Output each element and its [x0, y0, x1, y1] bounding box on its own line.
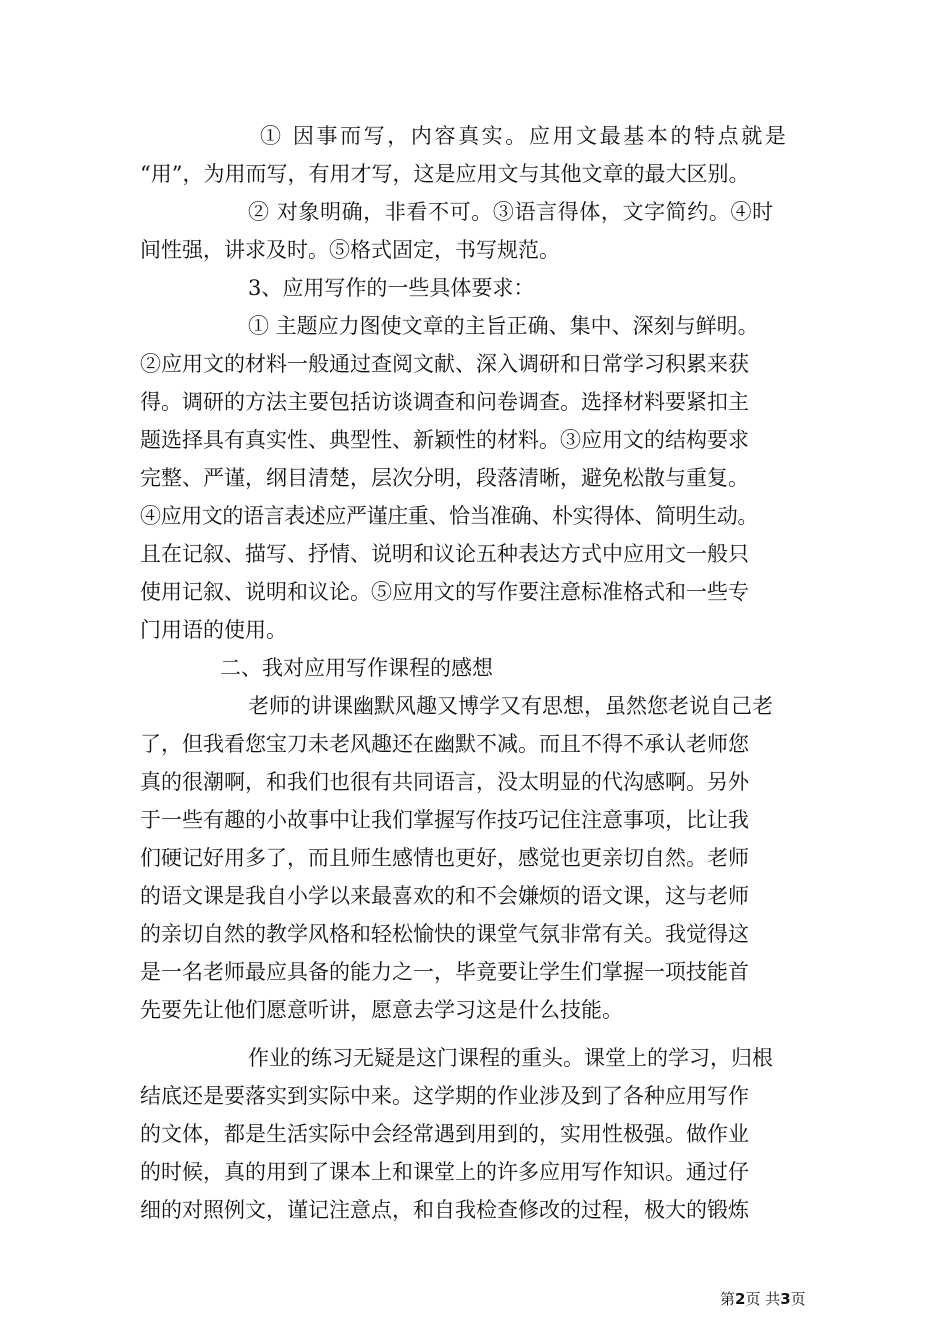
- footer-middle: 页 共: [745, 1290, 781, 1308]
- text-line: 的时候，真的用到了课本上和课堂上的许多应用写作知识。通过仔: [140, 1160, 749, 1184]
- text-line: 使用记叙、说明和议论。⑤应用文的写作要注意标准格式和一些专: [140, 580, 749, 604]
- section-subheading: 3、应用写作的一些具体要求：: [248, 276, 535, 300]
- text-line: 真的很潮啊，和我们也很有共同语言，没太明显的代沟感啊。另外: [140, 770, 749, 794]
- text-line: ① 主题应力图使文章的主旨正确、集中、深刻与鲜明。: [248, 314, 759, 338]
- text-line: 结底还是要落实到实际中来。这学期的作业涉及到了各种应用写作: [140, 1084, 749, 1108]
- footer-current-page: 2: [735, 1290, 746, 1308]
- text-line: “用”，为用而写，有用才写，这是应用文与其他文章的最大区别。: [140, 162, 750, 186]
- text-line: 细的对照例文，谨记注意点，和自我检查修改的过程，极大的锻炼: [140, 1198, 749, 1222]
- text-line: 了，但我看您宝刀未老风趣还在幽默不减。而且不得不承认老师您: [140, 732, 749, 756]
- text-line: 于一些有趣的小故事中让我们掌握写作技巧记住注意事项，比让我: [140, 808, 749, 832]
- text-line: 的文体，都是生活实际中会经常遇到用到的，实用性极强。做作业: [140, 1122, 749, 1146]
- text-line: 作业的练习无疑是这门课程的重头。课堂上的学习，归根: [248, 1046, 773, 1070]
- text-line: 完整、严谨，纲目清楚，层次分明，段落清晰，避免松散与重复。: [140, 466, 749, 490]
- text-line: 的语文课是我自小学以来最喜欢的和不会嫌烦的语文课，这与老师: [140, 884, 749, 908]
- text-line: 门用语的使用。: [140, 618, 287, 642]
- footer-prefix: 第: [720, 1290, 736, 1308]
- text-line: 得。调研的方法主要包括访谈调查和问卷调查。选择材料要紧扣主: [140, 390, 749, 414]
- text-line: 是一名老师最应具备的能力之一，毕竟要让学生们掌握一项技能首: [140, 960, 749, 984]
- page-number-footer: [720, 1288, 806, 1309]
- text-line: ② 对象明确，非看不可。③语言得体，文字简约。④时: [248, 200, 774, 224]
- text-line: 老师的讲课幽默风趣又博学又有思想，虽然您老说自己老: [248, 694, 773, 718]
- text-line: 先要先让他们愿意听讲，愿意去学习这是什么技能。: [140, 998, 623, 1022]
- footer-total-pages: 3: [780, 1290, 791, 1308]
- text-line: ②应用文的材料一般通过查阅文献、深入调研和日常学习积累来获: [140, 352, 749, 376]
- text-line: 的亲切自然的教学风格和轻松愉快的课堂气氛非常有关。我觉得这: [140, 922, 749, 946]
- text-line: 题选择具有真实性、典型性、新颖性的材料。③应用文的结构要求: [140, 428, 749, 452]
- text-line: ① 因事而写，内容真实。应用文最基本的特点就是: [260, 124, 789, 148]
- text-line: 且在记叙、描写、抒情、说明和议论五种表达方式中应用文一般只: [140, 542, 749, 566]
- text-line: 间性强，讲求及时。⑤格式固定，书写规范。: [140, 238, 560, 262]
- footer-suffix: 页: [790, 1290, 806, 1308]
- text-line: 们硬记好用多了，而且师生感情也更好，感觉也更亲切自然。老师: [140, 846, 749, 870]
- text-line: ④应用文的语言表述应严谨庄重、恰当准确、朴实得体、简明生动。: [140, 504, 758, 528]
- section-heading: 二、我对应用写作课程的感想: [220, 656, 493, 680]
